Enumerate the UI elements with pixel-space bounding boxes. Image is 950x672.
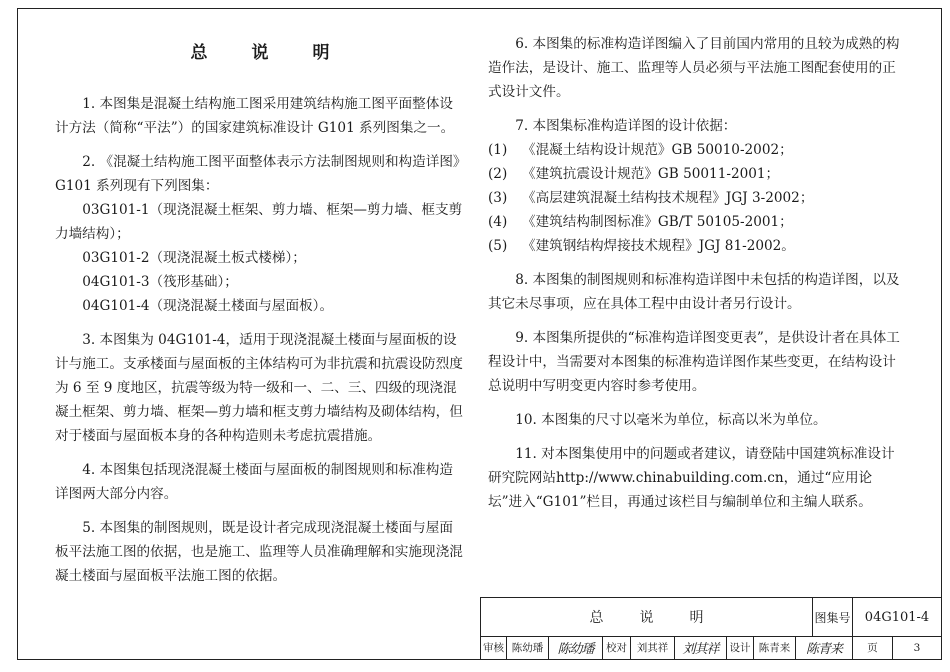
reference-2 xyxy=(488,162,900,186)
page-title: 总 说 明 xyxy=(190,43,330,63)
reference-number: (5) xyxy=(488,238,508,254)
page-number: 3 xyxy=(913,641,921,654)
reference-1 xyxy=(488,138,900,162)
reference-number: (4) xyxy=(488,214,508,230)
paragraph-5: 5. 本图集的制图规则，既是设计者完成现浇混凝土楼面与屋面板平法施工图的依据，也是施工、监理等人员准确理解和实施现浇混凝土楼面与屋面板平法施工图的依据。 xyxy=(55,520,463,584)
paragraph-2: 2. 《混凝土结构施工图平面整体表示方法制图规则和构造详图》G101 系列现有下列图集： xyxy=(55,154,460,194)
reference-text: 《建筑钢结构焊接技术规程》JGJ 81-2002。 xyxy=(522,238,795,254)
checker-name: 刘其祥 xyxy=(631,636,675,659)
paragraph-10: 10. 本图集的尺寸以毫米为单位，标高以米为单位。 xyxy=(515,412,827,428)
check-label: 校对 xyxy=(603,636,631,659)
title-block xyxy=(480,597,941,659)
reference-text: 《建筑结构制图标准》GB/T 50105-2001； xyxy=(522,214,793,230)
reference-3 xyxy=(488,186,900,210)
atlas-item-2: 03G101-2（现浇混凝土板式楼梯）； xyxy=(82,250,306,266)
designer-signature: 陈青来 xyxy=(796,636,853,659)
paragraph-6: 6. 本图集的标准构造详图编入了目前国内常用的且较为成熟的构造作法，是设计、施工、监理等人员必须与平法施工图配套使用的正式设计文件。 xyxy=(488,36,900,100)
atlas-number: 04G101-4 xyxy=(864,609,930,625)
reference-text: 《高层建筑混凝土结构技术规程》JGJ 3-2002； xyxy=(522,190,814,206)
checker-signature: 刘其祥 xyxy=(675,636,727,659)
page-label: 页 xyxy=(853,636,893,659)
title-block-sign-row xyxy=(481,636,941,659)
designer-name: 陈青来 xyxy=(754,636,796,659)
atlas-number-label: 图集号 xyxy=(813,598,853,636)
reference-text: 《建筑抗震设计规范》GB 50011-2001； xyxy=(522,166,780,182)
paragraph-8: 8. 本图集的制图规则和标准构造详图中未包括的构造详图，以及其它未尽事项，应在具体工程中由设计者另行设计。 xyxy=(488,272,900,312)
design-label: 设计 xyxy=(727,636,754,659)
paragraph-7: 7. 本图集标准构造详图的设计依据： xyxy=(515,118,737,134)
atlas-item-1: 03G101-1（现浇混凝土框架、剪力墙、框架—剪力墙、框支剪力墙结构）； xyxy=(55,202,463,242)
reference-number: (3) xyxy=(488,190,508,206)
reference-text: 《混凝土结构设计规范》GB 50010-2002； xyxy=(522,142,793,158)
review-label: 审核 xyxy=(481,636,507,659)
atlas-item-4: 04G101-4（现浇混凝土楼面与屋面板）。 xyxy=(82,298,334,314)
paragraph-4: 4. 本图集包括现浇混凝土楼面与屋面板的制图规则和标准构造详图两大部分内容。 xyxy=(55,462,453,502)
paragraph-11: 11. 对本图集使用中的问题或者建议，请登陆中国建筑标准设计研究院网站http://www.chinabuilding.com.cn，通过“应用论坛”进入“G101”栏目，再通过该栏目与编制单位和主编人联系。 xyxy=(488,446,895,510)
paragraph-9: 9. 本图集所提供的“标准构造详图变更表”，是供设计者在具体工程设计中，当需要对本图集的标准构造详图作某些变更，在结构设计总说明中写明变更内容时参考使用。 xyxy=(488,330,900,394)
right-column xyxy=(488,32,900,524)
reference-number: (1) xyxy=(488,142,508,158)
atlas-item-3: 04G101-3（筏形基础）； xyxy=(82,274,238,290)
reference-number: (2) xyxy=(488,166,508,182)
paragraph-3: 3. 本图集为 04G101-4，适用于现浇混凝土楼面与屋面板的设计与施工。支承楼面与屋面板的主体结构可为非抗震和抗震设防烈度为 6 至 9 度地区，抗震等级为特一级和一、二、三、四级的现浇混凝土框架、剪力墙、框架—剪力墙和框支剪力墙结构及砌体结构，但对于楼面与屋面板本身的各种构造则未考虑抗震措施。 xyxy=(55,332,463,444)
reviewer-signature: 陈幼璠 xyxy=(549,636,603,659)
paragraph-1: 1. 本图集是混凝土结构施工图采用建筑结构施工图平面整体设计方法（简称“平法”）的国家建筑标准设计 G101 系列图集之一。 xyxy=(55,96,455,136)
title-block-top-row xyxy=(481,598,941,637)
title-block-title: 总 说 明 xyxy=(481,598,813,636)
reference-5 xyxy=(488,234,900,258)
reviewer-name: 陈幼璠 xyxy=(507,636,549,659)
reference-4 xyxy=(488,210,900,234)
left-column xyxy=(55,40,465,598)
